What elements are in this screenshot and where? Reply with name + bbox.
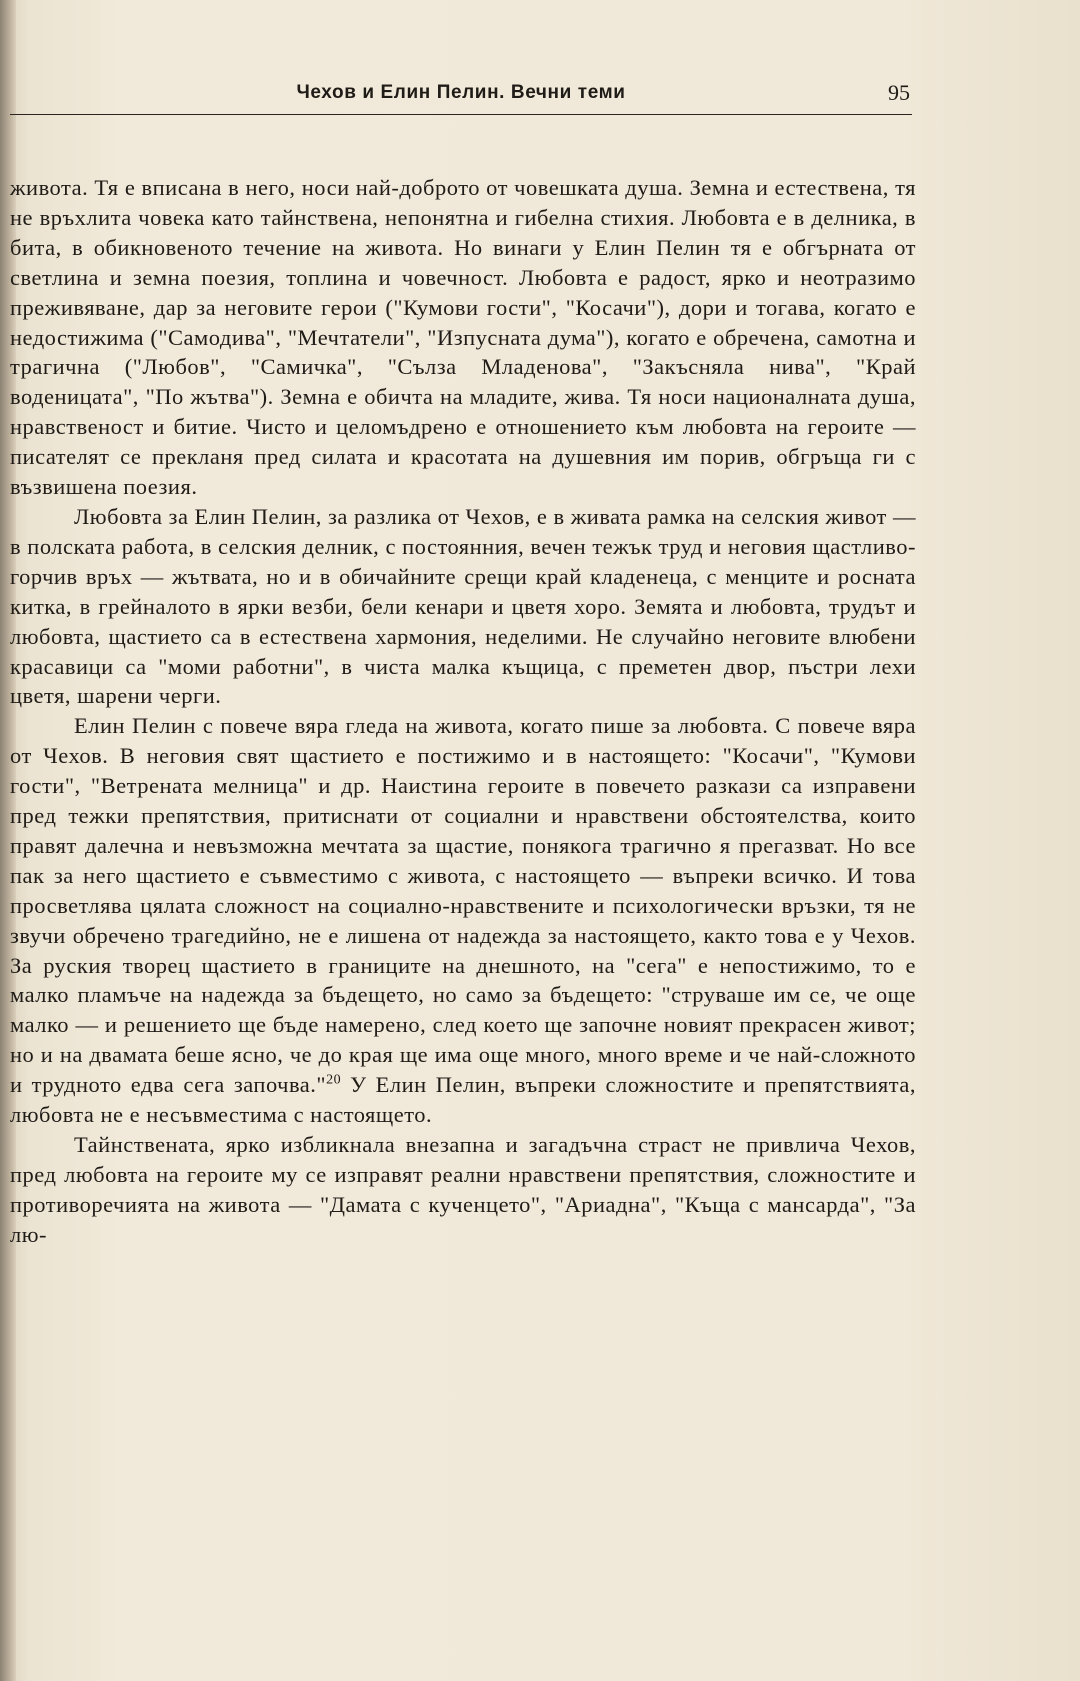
page-header	[10, 78, 912, 115]
paragraph-4	[10, 1130, 916, 1250]
paragraph-3-text-after: У Елин Пелин, въпреки сложностите и препятствията, любовта не е несъвместима с настоящето.	[10, 1072, 916, 1128]
paragraph-1-text: живота. Тя е вписана в него, носи най-доброто от човешката душа. Земна и естествена, тя не връхлита човека като тайнствена, непонятна и гибелна стихия. Любовта е в делника, в бита, в обикновеното течение на живота. Но винаги у Елин Пелин тя е обгърната от светлина и земна поезия, топлина и човечност. Любовта е радост, ярко и неотразимо преживяване, дар за неговите герои ("Кумови гости", "Косачи"), дори и тогава, когато е недостижима ("Самодива", "Мечтатели", "Изпусната дума"), когато е обречена, самотна и трагична ("Любов", "Самичка", "Сълза Младенова", "Закъсняла нива", "Край воденицата", "По жътва"). Земна е обичта на младите, жива. Тя носи националната душа, нравственост и битие. Чисто и целомъдрено е отношението към любовта на героите — писателят се прекланя пред силата и красотата на душевния им порив, обгръща ги с възвишена поезия.	[10, 175, 916, 500]
page-number: 95	[888, 80, 910, 105]
footnote-marker: 20	[326, 1072, 342, 1088]
paragraph-2	[10, 502, 916, 711]
running-title: Чехов и Елин Пелин. Вечни теми	[296, 82, 626, 103]
paragraph-4-text: Тайнствената, ярко избликнала внезапна и загадъчна страст не привлича Чехов, пред любовта на героите му се изправят реални нравствени препятствия, сложностите и противоречията на живота — "Дамата с кученцето", "Ариадна", "Къща с мансарда", "За лю-	[10, 1132, 916, 1247]
paragraph-2-text: Любовта за Елин Пелин, за разлика от Чехов, е в живата рамка на селския живот — в полската работа, в селския делник, с постоянния, вечен тежък труд и неговия щастливо-горчив връх — жътвата, но и в обичайните срещи край кладенеца, с менците и росната китка, в грейналото в ярки везби, бели кенари и цветя хоро. Земята и любовта, трудът и любовта, щастието са в естествена хармония, неделими. Не случайно неговите влюбени красавици са "моми работни", в чиста малка къщица, с преметен двор, пъстри лехи цветя, шарени черги.	[10, 503, 916, 709]
paragraph-3-text: Елин Пелин с повече вяра гледа на живота, когато пише за любовта. С повече вяра от Чехов. В неговия свят щастието е постижимо и в настоящето: "Косачи", "Кумови гости", "Ветрената мелница" и др. Наистина героите в повечето разкази са изправени пред тежки препятствия, притиснати от социални и нравствени обстоятелства, които правят далечна и невъзможна мечтата за щастие, понякога трагично я прегазват. Но все пак за него щастието е съвместимо с живота, с настоящето — въпреки всичко. И това просветлява цялата сложност на социално-нравствените и психологически връзки, тя не звучи обречено трагедийно, не е лишена от надежда за настоящето, както това е у Чехов. За руския творец щастието в границите на днешното, на "сега" е непостижимо, то е малко пламъче на надежда за бъдещето, но само за бъдещето: "струваше им се, че още малко — и решението ще бъде намерено, след което ще започне новият прекрасен живот; но и на двамата беше ясно, че до края ще има още много, много време и че най-сложното и трудното едва сега започва."	[10, 713, 916, 1098]
paragraph-1	[10, 173, 916, 502]
body-text	[10, 173, 916, 1250]
paragraph-3	[10, 711, 916, 1130]
